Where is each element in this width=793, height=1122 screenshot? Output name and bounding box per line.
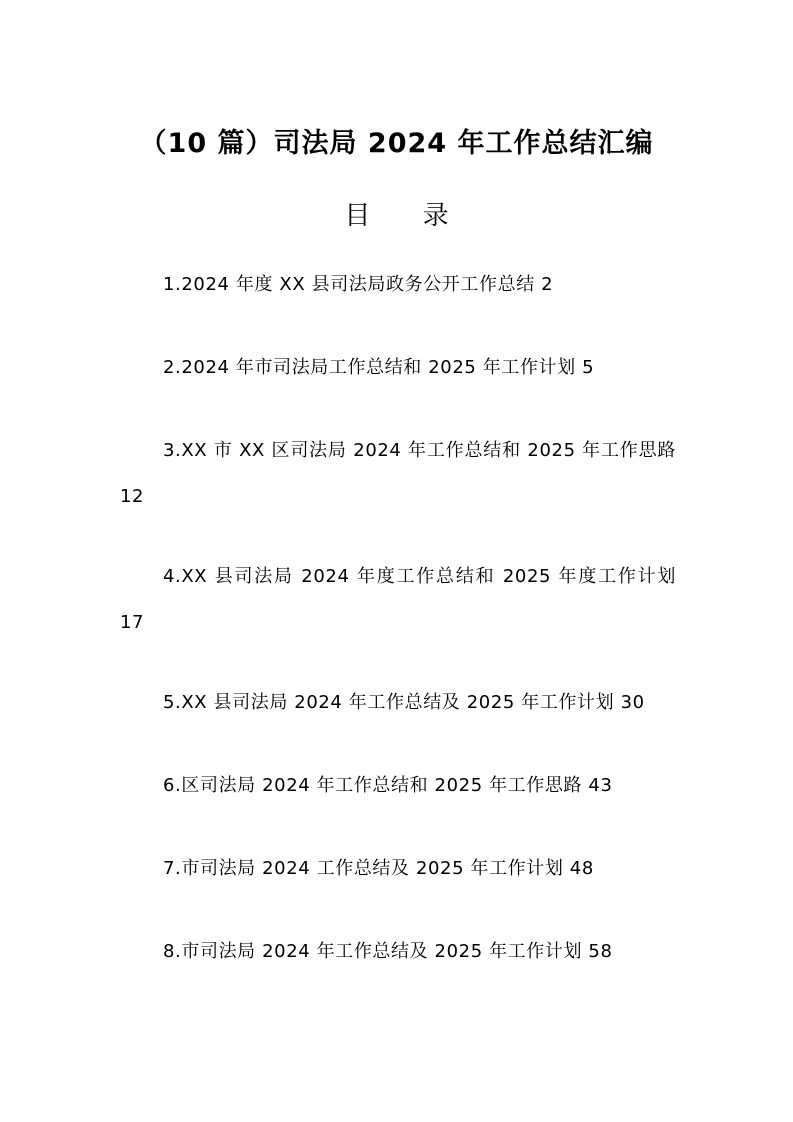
toc-entry[interactable]: 3.XX 市 XX 区司法局 2024 年工作总结和 2025 年工作思路 12 — [120, 440, 676, 507]
toc-entry[interactable]: 6.区司法局 2024 年工作总结和 2025 年工作思路 43 — [163, 775, 613, 796]
toc-heading: 目 录 — [344, 201, 471, 231]
toc-entry[interactable]: 1.2024 年度 XX 县司法局政务公开工作总结 2 — [163, 274, 554, 295]
toc-entry[interactable]: 7.市司法局 2024 工作总结及 2025 年工作计划 48 — [163, 858, 594, 879]
toc-entry[interactable]: 5.XX 县司法局 2024 年工作总结及 2025 年工作计划 30 — [163, 692, 645, 713]
toc-entry[interactable]: 4.XX 县司法局 2024 年度工作总结和 2025 年度工作计划 17 — [120, 566, 676, 633]
toc-entry[interactable]: 2.2024 年市司法局工作总结和 2025 年工作计划 5 — [163, 357, 595, 378]
document-title: （10 篇）司法局 2024 年工作总结汇编 — [139, 128, 654, 159]
toc-entry[interactable]: 8.市司法局 2024 年工作总结及 2025 年工作计划 58 — [163, 941, 613, 962]
